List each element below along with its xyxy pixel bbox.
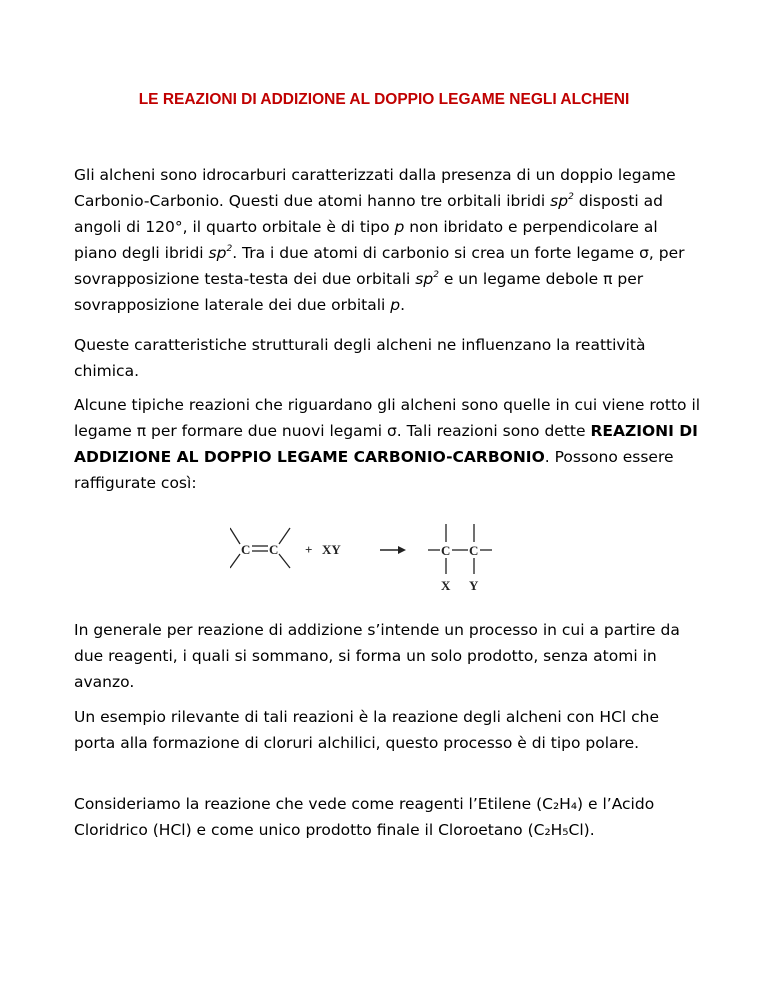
superscript: 2 (226, 244, 233, 254)
carbon-atom: C (241, 542, 251, 557)
text-run: . Possono essere raffigurate così: (74, 448, 674, 492)
text-run: sp (550, 192, 569, 210)
bond-line (279, 528, 290, 544)
text-run: non ibridato e perpendicolare al piano degli ibridi (74, 218, 658, 262)
bond-line (230, 528, 240, 544)
bold-term: REAZIONI DI ADDIZIONE AL DOPPIO LEGAME CARBONIO-CARBONIO (74, 422, 698, 466)
substituent-x: X (441, 578, 451, 593)
text-run: p (390, 296, 401, 314)
superscript: 2 (433, 270, 439, 280)
text-run: . (400, 296, 406, 314)
arrow-head (398, 546, 406, 554)
paragraph-example: Un esempio rilevante di tali reazioni è la reazione degli alcheni con HCl che porta alla formazione di cloruri alchilici, questo processo è di tipo polare. (74, 708, 660, 752)
carbon-atom: C (441, 543, 451, 558)
addition-reaction-diagram (230, 518, 540, 600)
superscript: 2 (568, 192, 574, 202)
text-run: sp (415, 270, 434, 288)
text-run: e un legame debole π per sovrapposizione laterale dei due orbitali (74, 270, 644, 314)
bond-line (230, 554, 240, 568)
text-run: sp (208, 244, 227, 262)
carbon-atom: C (469, 543, 479, 558)
reagent-xy: XY (322, 542, 341, 557)
text-run: Gli alcheni sono idrocarburi caratterizzati dalla presenza di un doppio legame Carbonio-Carbonio. Questi due atomi hanno tre orbitali ibridi (74, 166, 676, 210)
paragraph-reactions (74, 392, 704, 496)
paragraph-ethylene: Consideriamo la reazione che vede come reagenti l’Etilene (C₂H₄) e l’Acido Cloridrico (HCl) e come unico prodotto finale il Cloroetano (C₂H₅Cl). (74, 795, 655, 839)
text-run: disposti ad angoli di 120°, il quarto orbitale è di tipo (74, 192, 664, 236)
paragraph-intro (74, 162, 704, 318)
document-title: LE REAZIONI DI ADDIZIONE AL DOPPIO LEGAME NEGLI ALCHENI (138, 91, 630, 108)
bond-line (279, 554, 290, 568)
carbon-atom: C (269, 542, 279, 557)
text-run: Alcune tipiche reazioni che riguardano gli alcheni sono quelle in cui viene rotto il legame π per formare due nuovi legami σ. Tali reazioni sono dette (74, 396, 701, 440)
text-run: . Tra i due atomi di carbonio si crea un forte legame σ, per sovrapposizione testa-testa dei due orbitali (74, 244, 685, 288)
plus-sign: + (305, 542, 313, 557)
text-run: p (394, 218, 405, 236)
paragraph-definition: In generale per reazione di addizione s’intende un processo in cui a partire da due reagenti, i quali si sommano, si forma un solo prodotto, senza atomi in avanzo. (74, 621, 680, 691)
paragraph-structure: Queste caratteristiche strutturali degli alcheni ne influenzano la reattività chimica. (74, 336, 646, 380)
substituent-y: Y (469, 578, 479, 593)
